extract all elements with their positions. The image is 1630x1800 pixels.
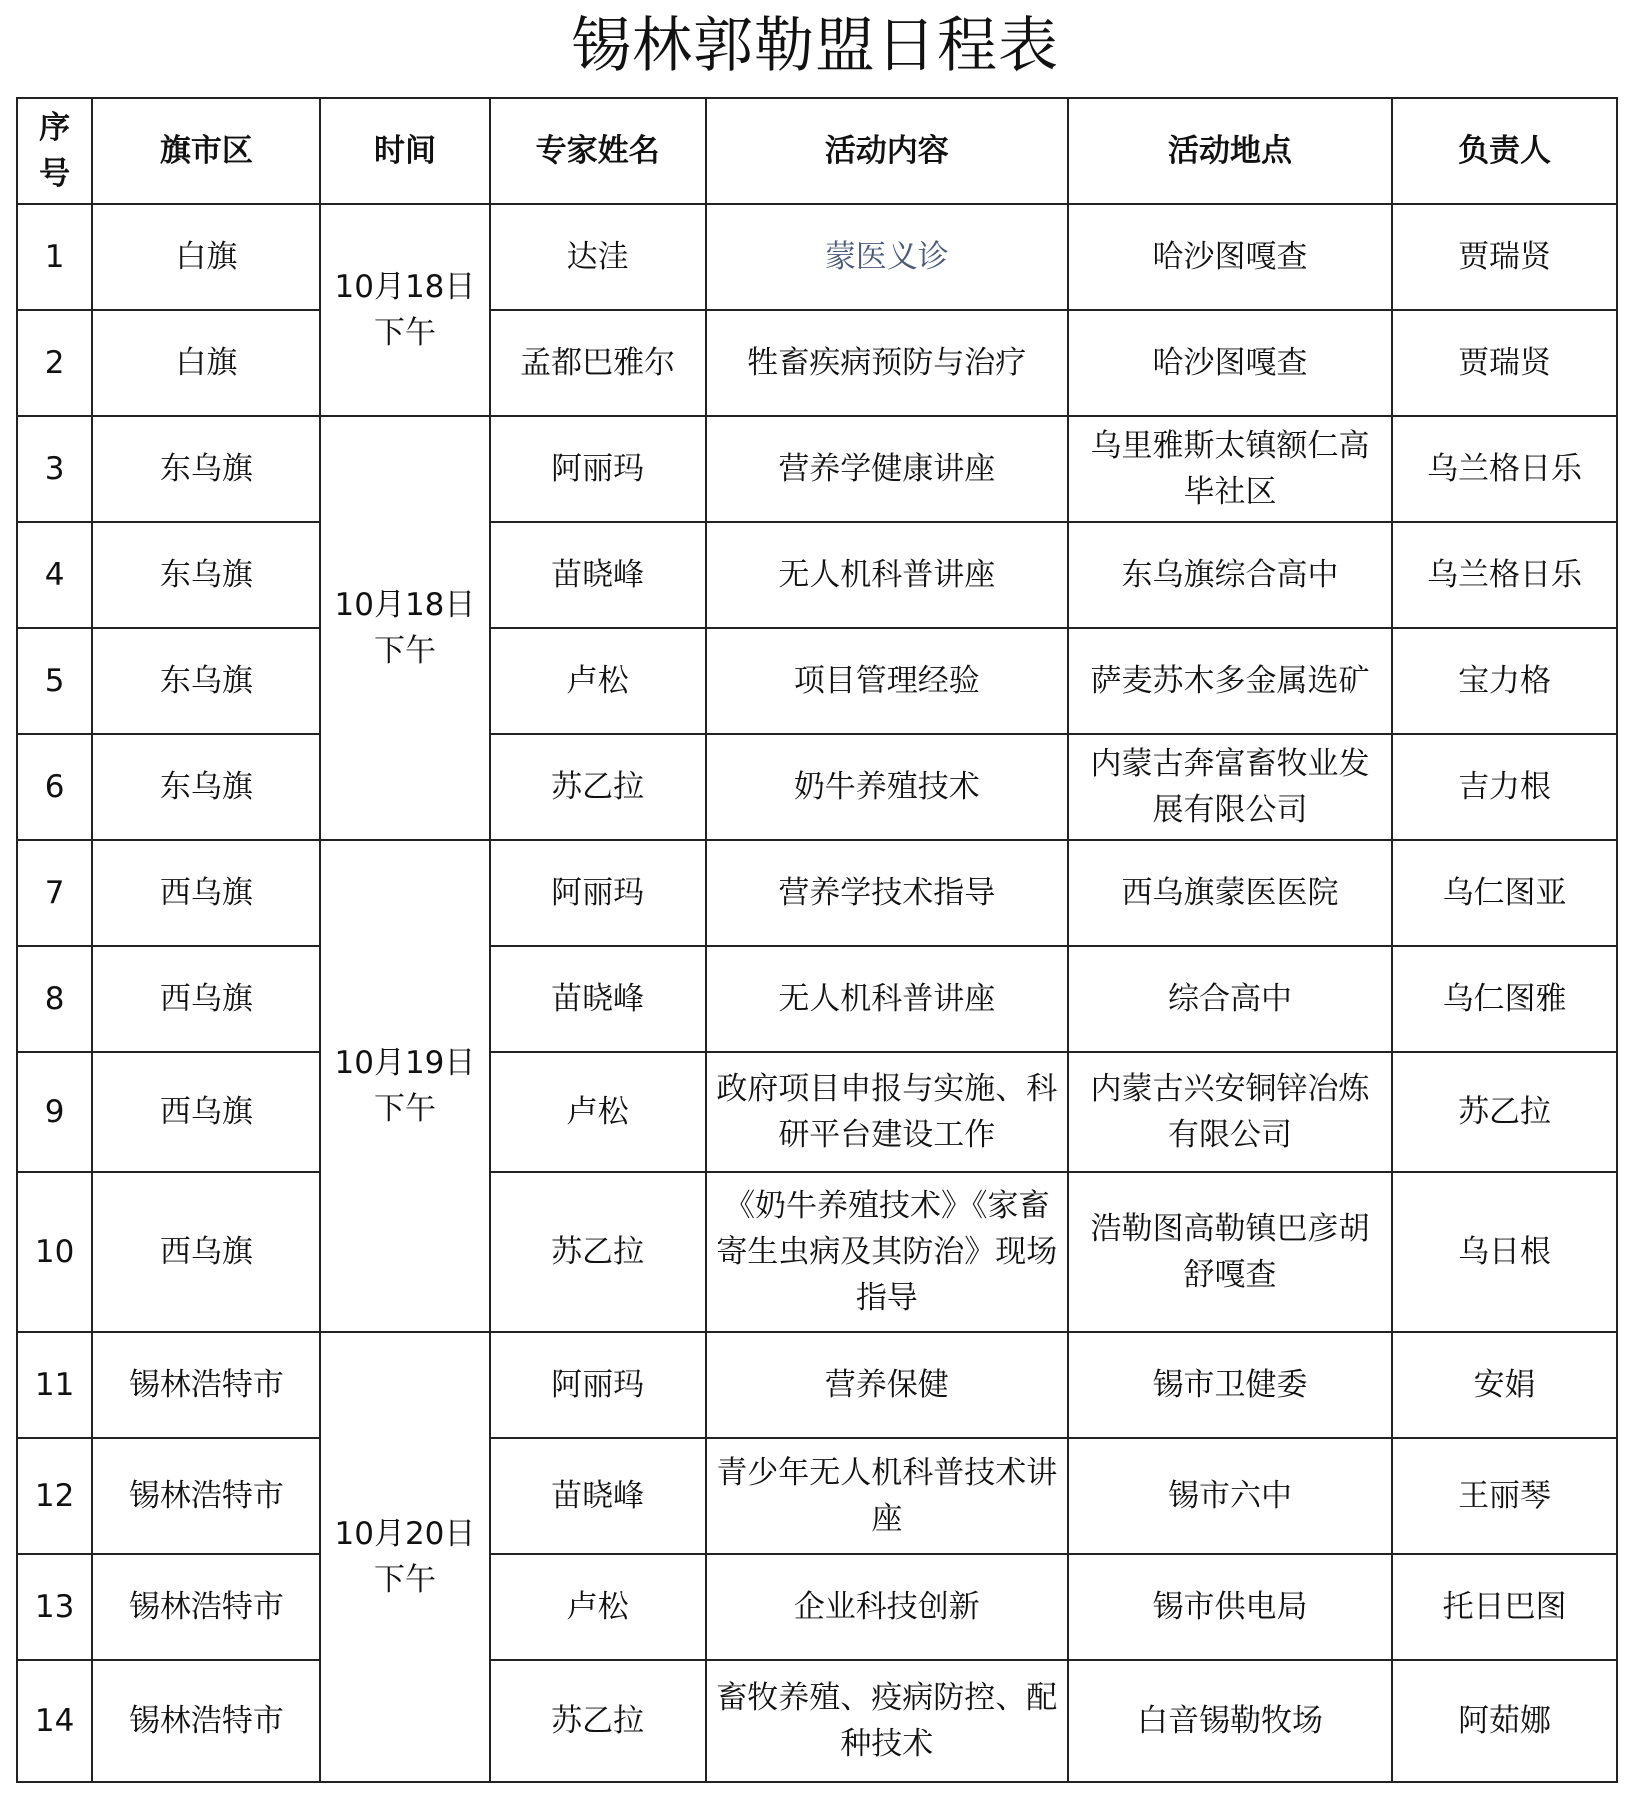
time-date: 10月19日: [334, 1045, 476, 1081]
cell-index: 5: [17, 628, 92, 734]
cell-person: 乌仁图雅: [1392, 946, 1617, 1052]
cell-district: 白旗: [92, 310, 320, 416]
cell-expert: 卢松: [490, 1052, 706, 1172]
header-index: 序号: [17, 98, 92, 204]
cell-expert: 阿丽玛: [490, 1332, 706, 1438]
cell-time: [320, 204, 489, 416]
cell-index: 6: [17, 734, 92, 840]
cell-location: 萨麦苏木多金属选矿: [1068, 628, 1392, 734]
table-row: [17, 204, 1617, 310]
header-location: 活动地点: [1068, 98, 1392, 204]
cell-person: 安娟: [1392, 1332, 1617, 1438]
table-header-row: [17, 98, 1617, 204]
cell-expert: 苗晓峰: [490, 1438, 706, 1554]
cell-index: 1: [17, 204, 92, 310]
time-date: 10月18日: [334, 269, 476, 305]
cell-district: 西乌旗: [92, 1052, 320, 1172]
cell-person: 贾瑞贤: [1392, 204, 1617, 310]
cell-index: 2: [17, 310, 92, 416]
table-row: [17, 416, 1617, 522]
cell-index: 11: [17, 1332, 92, 1438]
cell-district: 锡林浩特市: [92, 1438, 320, 1554]
cell-person: 托日巴图: [1392, 1554, 1617, 1660]
table-row: [17, 1438, 1617, 1554]
table-row: [17, 1554, 1617, 1660]
cell-content: 蒙医义诊: [706, 204, 1068, 310]
cell-location: 东乌旗综合高中: [1068, 522, 1392, 628]
page-title: 锡林郭勒盟日程表: [571, 11, 1059, 81]
cell-time: [320, 1332, 489, 1782]
cell-person: 宝力格: [1392, 628, 1617, 734]
cell-person: 吉力根: [1392, 734, 1617, 840]
header-district: 旗市区: [92, 98, 320, 204]
cell-content: 牲畜疾病预防与治疗: [706, 310, 1068, 416]
cell-expert: 卢松: [490, 628, 706, 734]
cell-expert: 苏乙拉: [490, 1172, 706, 1332]
cell-location: 哈沙图嘎查: [1068, 204, 1392, 310]
cell-location: 哈沙图嘎查: [1068, 310, 1392, 416]
cell-district: 东乌旗: [92, 628, 320, 734]
cell-content: 营养学健康讲座: [706, 416, 1068, 522]
cell-district: 西乌旗: [92, 840, 320, 946]
table-row: [17, 1052, 1617, 1172]
table-row: [17, 522, 1617, 628]
header-expert: 专家姓名: [490, 98, 706, 204]
cell-person: 贾瑞贤: [1392, 310, 1617, 416]
time-period: 下午: [373, 315, 436, 351]
cell-location: 内蒙古奔富畜牧业发展有限公司: [1068, 734, 1392, 840]
cell-content: 营养学技术指导: [706, 840, 1068, 946]
cell-district: 东乌旗: [92, 416, 320, 522]
cell-person: 乌仁图亚: [1392, 840, 1617, 946]
cell-time: [320, 840, 489, 1332]
cell-index: 8: [17, 946, 92, 1052]
cell-district: 东乌旗: [92, 734, 320, 840]
table-row: [17, 310, 1617, 416]
table-row: [17, 840, 1617, 946]
table-row: [17, 734, 1617, 840]
schedule-table: [16, 97, 1618, 1783]
time-period: 下午: [373, 1562, 436, 1598]
cell-expert: 孟都巴雅尔: [490, 310, 706, 416]
cell-index: 7: [17, 840, 92, 946]
cell-location: 白音锡勒牧场: [1068, 1660, 1392, 1782]
table-row: [17, 1660, 1617, 1782]
time-period: 下午: [373, 633, 436, 669]
cell-content: 无人机科普讲座: [706, 946, 1068, 1052]
cell-expert: 卢松: [490, 1554, 706, 1660]
cell-expert: 苗晓峰: [490, 946, 706, 1052]
cell-expert: 阿丽玛: [490, 416, 706, 522]
cell-district: 锡林浩特市: [92, 1660, 320, 1782]
cell-content: 畜牧养殖、疫病防控、配种技术: [706, 1660, 1068, 1782]
time-date: 10月20日: [334, 1516, 476, 1552]
cell-location: 乌里雅斯太镇额仁高毕社区: [1068, 416, 1392, 522]
cell-location: 内蒙古兴安铜锌冶炼有限公司: [1068, 1052, 1392, 1172]
time-date: 10月18日: [334, 587, 476, 623]
cell-expert: 苏乙拉: [490, 734, 706, 840]
cell-person: 王丽琴: [1392, 1438, 1617, 1554]
cell-location: 锡市供电局: [1068, 1554, 1392, 1660]
cell-district: 锡林浩特市: [92, 1554, 320, 1660]
table-row: [17, 1172, 1617, 1332]
cell-location: 西乌旗蒙医医院: [1068, 840, 1392, 946]
cell-person: 乌兰格日乐: [1392, 522, 1617, 628]
cell-content: 项目管理经验: [706, 628, 1068, 734]
table-row: [17, 628, 1617, 734]
cell-location: 锡市六中: [1068, 1438, 1392, 1554]
header-time: 时间: [320, 98, 489, 204]
cell-content: 《奶牛养殖技术》《家畜寄生虫病及其防治》现场指导: [706, 1172, 1068, 1332]
cell-content: 奶牛养殖技术: [706, 734, 1068, 840]
cell-content: 企业科技创新: [706, 1554, 1068, 1660]
cell-expert: 阿丽玛: [490, 840, 706, 946]
cell-expert: 达洼: [490, 204, 706, 310]
cell-district: 西乌旗: [92, 1172, 320, 1332]
time-period: 下午: [373, 1091, 436, 1127]
cell-person: 苏乙拉: [1392, 1052, 1617, 1172]
cell-person: 乌日根: [1392, 1172, 1617, 1332]
header-content: 活动内容: [706, 98, 1068, 204]
table-row: [17, 1332, 1617, 1438]
cell-district: 西乌旗: [92, 946, 320, 1052]
cell-person: 乌兰格日乐: [1392, 416, 1617, 522]
cell-index: 10: [17, 1172, 92, 1332]
header-person: 负责人: [1392, 98, 1617, 204]
cell-index: 14: [17, 1660, 92, 1782]
cell-index: 12: [17, 1438, 92, 1554]
cell-district: 锡林浩特市: [92, 1332, 320, 1438]
cell-index: 3: [17, 416, 92, 522]
cell-district: 白旗: [92, 204, 320, 310]
cell-index: 13: [17, 1554, 92, 1660]
cell-location: 浩勒图高勒镇巴彦胡舒嘎查: [1068, 1172, 1392, 1332]
cell-index: 9: [17, 1052, 92, 1172]
table-row: [17, 946, 1617, 1052]
cell-location: 综合高中: [1068, 946, 1392, 1052]
cell-person: 阿茹娜: [1392, 1660, 1617, 1782]
cell-content: 青少年无人机科普技术讲座: [706, 1438, 1068, 1554]
cell-content: 政府项目申报与实施、科研平台建设工作: [706, 1052, 1068, 1172]
cell-district: 东乌旗: [92, 522, 320, 628]
cell-expert: 苗晓峰: [490, 522, 706, 628]
cell-expert: 苏乙拉: [490, 1660, 706, 1782]
cell-location: 锡市卫健委: [1068, 1332, 1392, 1438]
cell-index: 4: [17, 522, 92, 628]
cell-content: 营养保健: [706, 1332, 1068, 1438]
cell-time: [320, 416, 489, 840]
cell-content: 无人机科普讲座: [706, 522, 1068, 628]
